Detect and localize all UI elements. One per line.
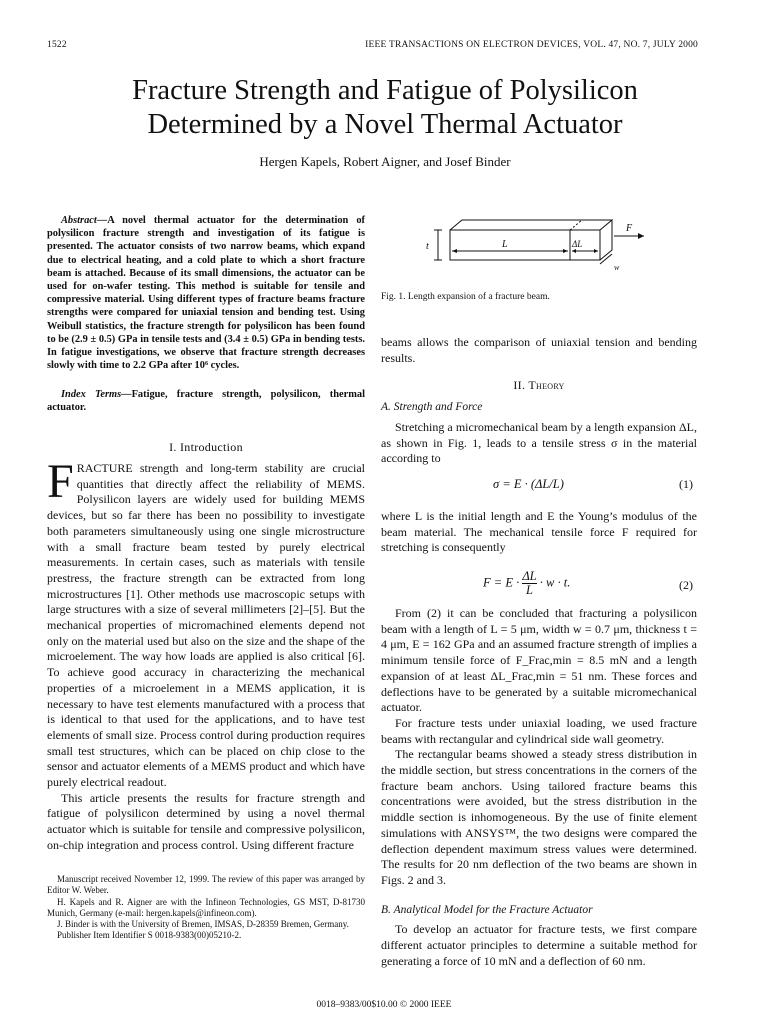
label-w: w bbox=[614, 263, 620, 272]
abstract bbox=[47, 214, 365, 372]
analytical-paragraph-1: To develop an actuator for fracture tests, we first compare different actuator principles to determine a suitable method for generating a force of 10 mN and a deflection of 60 nm. bbox=[381, 922, 697, 968]
intro-paragraph-1-text: RACTURE strength and long-term stability are crucial quantities that directly affect the reliability of MEMS. Polysilicon layers are widely used for building MEMS devices, but so far there has been no possibility to investigate both parameters simultaneously using one single microstructure with a small fracture beam tested by purely electrical measurements. In certain cases, such as materials with tensile prestress, the fracture strength can be extracted from long microstructures [1]. Other methods use macroscopic setups with large structures with a size of several millimeters [2]–[5]. But the mechanical properties of micromachined elements depend not only on the material used but also on the size and the shape of the microelement. The way how loads are applied is also critical [6]. To achieve good accuracy in characterizing the mechanical properties of a microelement in a MEMS application, it is necessary to have test elements manufactured with a process that is identical to that used for the applications, and to have test elements of small size. Process control during production requires small test structures, which can be placed on chip close to the sensor and actuator elements of a MEMS product and which have purely electrical readout. bbox=[47, 461, 365, 790]
strength-paragraph-4: For fracture tests under uniaxial loading, we used fracture beams with rectangular and cylindrical side wall geometry. bbox=[381, 715, 697, 746]
footnote-received: Manuscript received November 12, 1999. The review of this paper was arranged by Editor W. Weber. bbox=[47, 874, 365, 896]
equation-2-numerator: ΔL bbox=[522, 569, 537, 584]
continued-paragraph: beams allows the comparison of uniaxial tension and bending results. bbox=[381, 335, 697, 365]
equation-1-expression: σ = E · (ΔL/L) bbox=[493, 476, 564, 491]
title-line-2: Determined by a Novel Thermal Actuator bbox=[147, 109, 623, 140]
beam-top-face bbox=[450, 220, 612, 230]
intro-paragraph-2: This article presents the results for fracture strength and fatigue of polysilicon determined by using a novel thermal actuator which is suitable for tensile and compressive polysilicon, on-chip integration and process control. Using different fracture bbox=[47, 790, 365, 852]
section-heading-introduction: I. Introduction bbox=[169, 440, 243, 454]
equation-2-rhs: · w · t. bbox=[539, 575, 571, 590]
footnote-publisher-id: Publisher Item Identifier S 0018-9383(00)05210-2. bbox=[57, 930, 242, 941]
right-column-body bbox=[381, 323, 697, 970]
index-terms-text: Fatigue, fracture strength, polysilicon, thermal actuator. bbox=[47, 389, 365, 414]
abstract-label: Abstract— bbox=[61, 215, 108, 226]
title-line-1: Fracture Strength and Fatigue of Polysilicon bbox=[132, 75, 638, 106]
index-terms-label: Index Terms— bbox=[61, 389, 132, 400]
equation-2 bbox=[381, 568, 697, 604]
equation-2-expression bbox=[483, 570, 570, 597]
strength-paragraph-2: where L is the initial length and E the Young’s modulus of the beam material. The mechanical tensile force F required for stretching is consequently bbox=[381, 508, 697, 555]
page-number: 1522 bbox=[47, 40, 67, 50]
subsection-heading-strength-force: A. Strength and Force bbox=[381, 401, 483, 414]
journal-header: IEEE TRANSACTIONS ON ELECTRON DEVICES, VOL. 47, NO. 7, JULY 2000 bbox=[365, 40, 698, 50]
abstract-text: A novel thermal actuator for the determination of polysilicon fracture strength and investigation of its fatigue is presented. The actuator consists of two narrow beams, which expand due to electrical heating, and a cold plate to which a short fracture beam is attached. Because of its small dimensions, the actuator can be used for on-wafer testing. This method is suitable for tensile and compressive material. Using different types of fracture beams fracture strengths were compared for uniaxial tension and bending test. Using Weibull statistics, the fracture strength for polysilicon has been found to be (2.9 ± 0.5) GPa in tensile tests and (3.4 ± 0.5) GPa in bending tests. In fatigue investigations, we observe that fracture strength decreases slowly with time to 2.2 GPa after 10⁶ cycles. bbox=[47, 215, 365, 372]
paper-title bbox=[40, 74, 730, 142]
expansion-divider-top bbox=[570, 220, 582, 230]
dropcap: F bbox=[47, 455, 74, 508]
section-heading-theory: II. Theory bbox=[513, 378, 565, 393]
label-F: F bbox=[626, 223, 633, 234]
figure-1-caption: Fig. 1. Length expansion of a fracture beam. bbox=[381, 292, 550, 302]
index-terms bbox=[47, 388, 365, 414]
equation-1 bbox=[381, 473, 697, 497]
footnotes bbox=[47, 874, 365, 942]
strength-paragraph-5: The rectangular beams showed a steady stress distribution in the middle section, but stress concentrations in the corners of the fracture beam anchors. Using tailored fracture beams this concentrations were avoided, but the stress distribution in the middle section is inhomogeneous. By the use of finite element simulations with ANSYS™, the two designs were compared the deflection dependent maximum stress values were determined. The results for 20 nm deflection of the two beams are shown in Figs. 2 and 3. bbox=[381, 747, 697, 887]
figure-1-diagram bbox=[420, 214, 650, 280]
equation-2-lhs: F = E · bbox=[483, 575, 520, 590]
introduction-body bbox=[47, 455, 365, 854]
equation-1-number: (1) bbox=[679, 476, 693, 491]
strength-paragraph-1: Stretching a micromechanical beam by a length expansion ΔL, as shown in Fig. 1, leads to a tensile stress σ in the material according to bbox=[381, 419, 697, 466]
footnote-affiliation-2: J. Binder is with the University of Bremen, IMSAS, D-28359 Bremen, Germany. bbox=[57, 919, 349, 930]
equation-2-number: (2) bbox=[679, 578, 693, 593]
equation-2-denominator: L bbox=[522, 583, 536, 597]
intro-paragraph-1 bbox=[47, 455, 365, 791]
footnote-affiliation-1: H. Kapels and R. Aigner are with the Infineon Technologies, GS MST, D-81730 Munich, Germany (e-mail: hergen.kapels@infineon.com). bbox=[47, 896, 365, 918]
label-L: L bbox=[502, 239, 508, 250]
equation-2-fraction bbox=[522, 570, 536, 597]
label-delta-L: ΔL bbox=[572, 239, 583, 249]
subsection-heading-analytical-model: B. Analytical Model for the Fracture Actuator bbox=[381, 903, 593, 916]
strength-paragraph-3: From (2) it can be concluded that fracturing a polysilicon beam with a length of L = 5 μm, width w = 0.7 μm, thickness t = 4 μm, E = 162 GPa and an assumed fracture strength of implies a minimum tensile force of F_Frac,min = 8.5 mN and a length expansion of at least ΔL_Frac,min = 51 nm. These forces and deflections have to be generated by a suitable micromechanical actuator. bbox=[381, 606, 697, 715]
copyright-footer: 0018–9383/00$10.00 © 2000 IEEE bbox=[316, 1000, 452, 1010]
authors: Hergen Kapels, Robert Aigner, and Josef Binder bbox=[259, 154, 511, 169]
label-t: t bbox=[426, 241, 429, 252]
beam-end-face bbox=[600, 220, 612, 260]
force-arrow-head bbox=[638, 233, 644, 239]
